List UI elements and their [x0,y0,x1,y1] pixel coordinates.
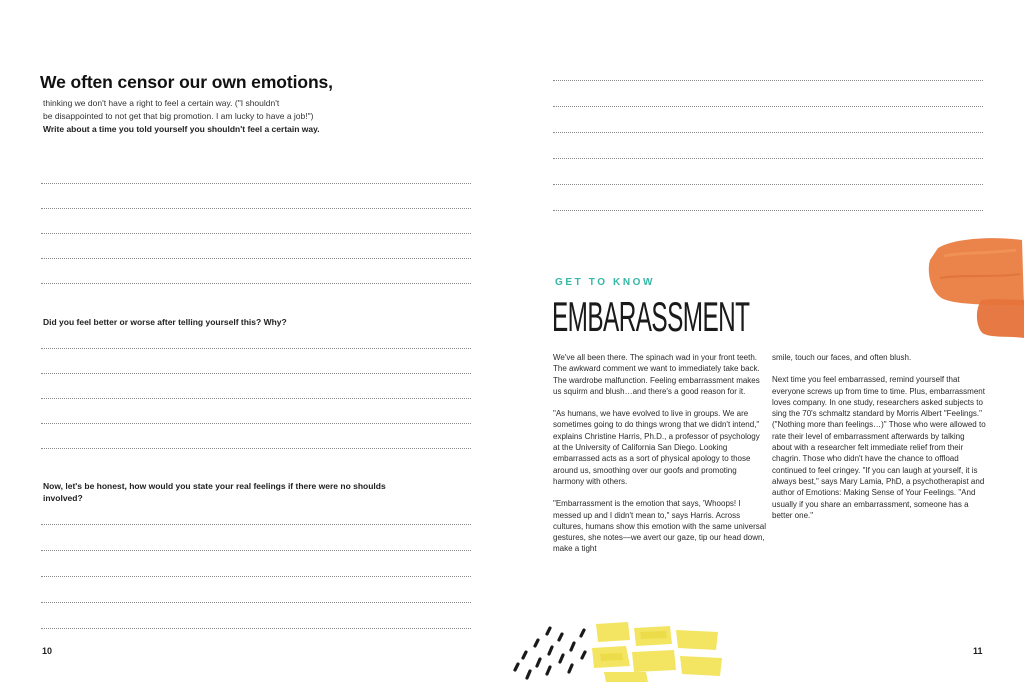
writing-line[interactable] [41,373,471,374]
article-paragraph: smile, touch our faces, and often blush. [772,353,912,362]
writing-line[interactable] [41,602,471,603]
article-paragraph: "As humans, we have evolved to live in groups. We are sometimes going to do things wrong that we didn't intend," explains Christine Harris, Ph.D., a professor of psychology at the University of California San Diego. Looking embarrassed acts as a sort of physical apology to those around us, smoothing over our goofs and promoting harmony with others. [553,409,760,486]
writing-line[interactable] [41,576,471,577]
section-title: EMBARASSMENT [552,293,750,340]
writing-line[interactable] [41,448,471,449]
writing-line[interactable] [41,258,471,259]
writing-line[interactable] [41,550,471,551]
black-dash-decoration [505,622,595,682]
writing-line[interactable] [553,106,983,107]
intro-line-1: thinking we don't have a right to feel a certain way. ("I shouldn't [43,98,280,108]
article-paragraph: "Embarrassment is the emotion that says, 'Whoops! I messed up and I didn't mean to," says Harris. Across cultures, humans show this emotion with the same universal gestures, she notes—we avert our gaze, tip our head down, make a tight [553,499,766,554]
writing-line[interactable] [41,524,471,525]
page-number-left: 10 [42,646,53,656]
writing-line[interactable] [41,283,471,284]
writing-line[interactable] [553,80,983,81]
writing-prompt-1: Write about a time you told yourself you shouldn't feel a certain way. [43,124,320,134]
article-paragraph: We've all been there. The spinach wad in your front teeth. The awkward comment we want to immediately take back. The wardrobe malfunction. Feeling embarrassment makes us squirm and blush…and there's a good reason for it. [553,353,760,396]
writing-line[interactable] [41,348,471,349]
writing-prompt-2: Did you feel better or worse after telling yourself this? Why? [43,317,287,327]
writing-line[interactable] [41,183,471,184]
yellow-brush-decoration [590,620,725,682]
writing-line[interactable] [41,423,471,424]
page-number-right: 11 [973,646,983,656]
writing-line[interactable] [41,398,471,399]
orange-brush-decoration [924,234,1024,344]
writing-line[interactable] [553,210,983,211]
intro-text [43,97,443,136]
writing-line[interactable] [41,628,471,629]
intro-line-2: be disappointed to not get that big promotion. I am lucky to have a job!") [43,111,314,121]
writing-line[interactable] [41,208,471,209]
writing-line[interactable] [553,158,983,159]
section-kicker: GET TO KNOW [555,277,656,288]
article-paragraph: Next time you feel embarrassed, remind yourself that everyone screws up from time to time. Plus, embarrassment loves company. In one study, researchers asked subjects to sing the 70's schmaltz standard by Morris Albert "Feelings." ("Nothing more than feelings…)" Those who were allowed to rate their level of embarrassment afterwards by talking about with a researcher felt immediate relief from their chagrin. Those who didn't have the chance to offload continued to feel cringey. "If you can laugh at yourself, it is always best," says Mary Lamia, PhD, a psychotherapist and author of Emotions: Making Sense of Your Feelings. "And usually if you share an embarrassment, someone has a better one." [772,375,986,520]
writing-prompt-3: Now, let's be honest, how would you state your real feelings if there were no shoulds involved? [43,481,386,503]
writing-line[interactable] [553,184,983,185]
writing-line[interactable] [41,233,471,234]
article-column-2 [772,352,986,532]
page-heading: We often censor our own emotions, [40,72,333,92]
writing-line[interactable] [553,132,983,133]
article-column-1 [553,352,766,566]
